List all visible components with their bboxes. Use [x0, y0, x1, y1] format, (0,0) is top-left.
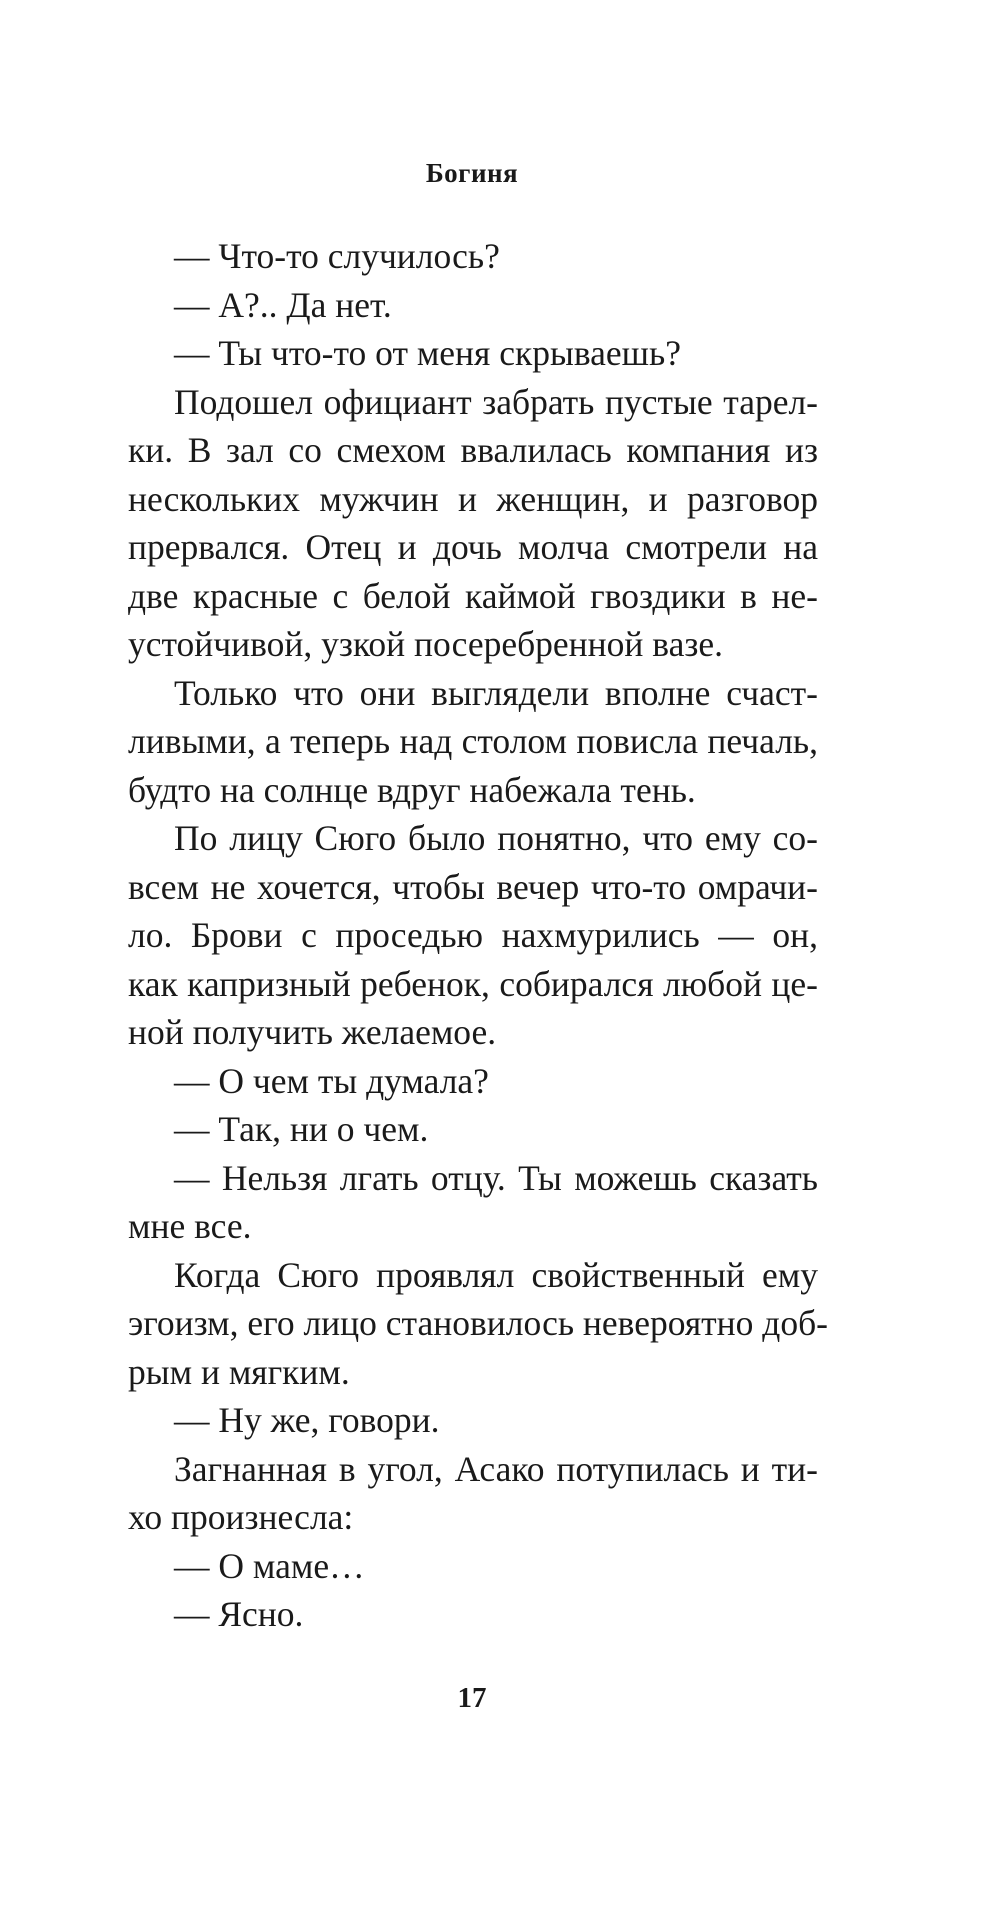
- paragraph-line: устойчивой, узкой посеребренной вазе.: [128, 624, 723, 664]
- paragraph-line: рым и мягким.: [128, 1351, 350, 1392]
- dialogue-line: — Ты что-то от меня скрываешь?: [174, 333, 681, 373]
- dialogue-line: — Так, ни о чем.: [174, 1109, 429, 1149]
- paragraph-line: прервался. Отец и дочь молча смотрели на: [128, 527, 818, 567]
- paragraph-line: нескольких мужчин и женщин, и разговор: [128, 478, 818, 519]
- dialogue-line: — Нельзя лгать отцу. Ты можешь сказать: [174, 1157, 818, 1198]
- paragraph-line: две красные с белой каймой гвоздики в не-: [128, 575, 818, 616]
- dialogue-line: — О чем ты думала?: [174, 1060, 489, 1101]
- paragraph-line: всем не хочется, чтобы вечер что-то омрачи-: [128, 866, 818, 907]
- paragraph-line: ной получить желаемое.: [128, 1012, 497, 1052]
- paragraph-line: ло. Брови с проседью нахмурились — он,: [128, 915, 818, 955]
- running-title: Богиня: [425, 158, 519, 188]
- paragraph-line: Только что они выглядели вполне счаст-: [174, 672, 818, 713]
- paragraph-line: Когда Сюго проявлял свойственный ему: [174, 1254, 818, 1295]
- body-text: [128, 232, 828, 1639]
- page-number: 17: [457, 1682, 487, 1714]
- paragraph-line: Загнанная в угол, Асако потупилась и ти-: [174, 1448, 818, 1489]
- paragraph-line: По лицу Сюго было понятно, что ему со-: [174, 818, 818, 858]
- paragraph-line: будто на солнце вдруг набежала тень.: [128, 769, 696, 810]
- paragraph-line: ливыми, а теперь над столом повисла печаль,: [128, 721, 818, 761]
- paragraph-line: эгоизм, его лицо становилось невероятно доб-: [128, 1303, 828, 1343]
- dialogue-line: — Ясно.: [174, 1594, 304, 1634]
- dialogue-line: — Что-то случилось?: [174, 236, 500, 276]
- dialogue-line: мне все.: [128, 1206, 252, 1246]
- dialogue-line: — О маме…: [174, 1545, 365, 1586]
- paragraph-line: хо произнесла:: [128, 1497, 354, 1537]
- dialogue-line: — А?.. Да нет.: [174, 284, 392, 325]
- paragraph-line: как капризный ребенок, собирался любой це-: [128, 963, 818, 1004]
- paragraph-line: ки. В зал со смехом ввалилась компания из: [128, 430, 818, 470]
- paragraph-line: Подошел официант забрать пустые тарел-: [174, 381, 818, 422]
- dialogue-line: — Ну же, говори.: [174, 1400, 440, 1440]
